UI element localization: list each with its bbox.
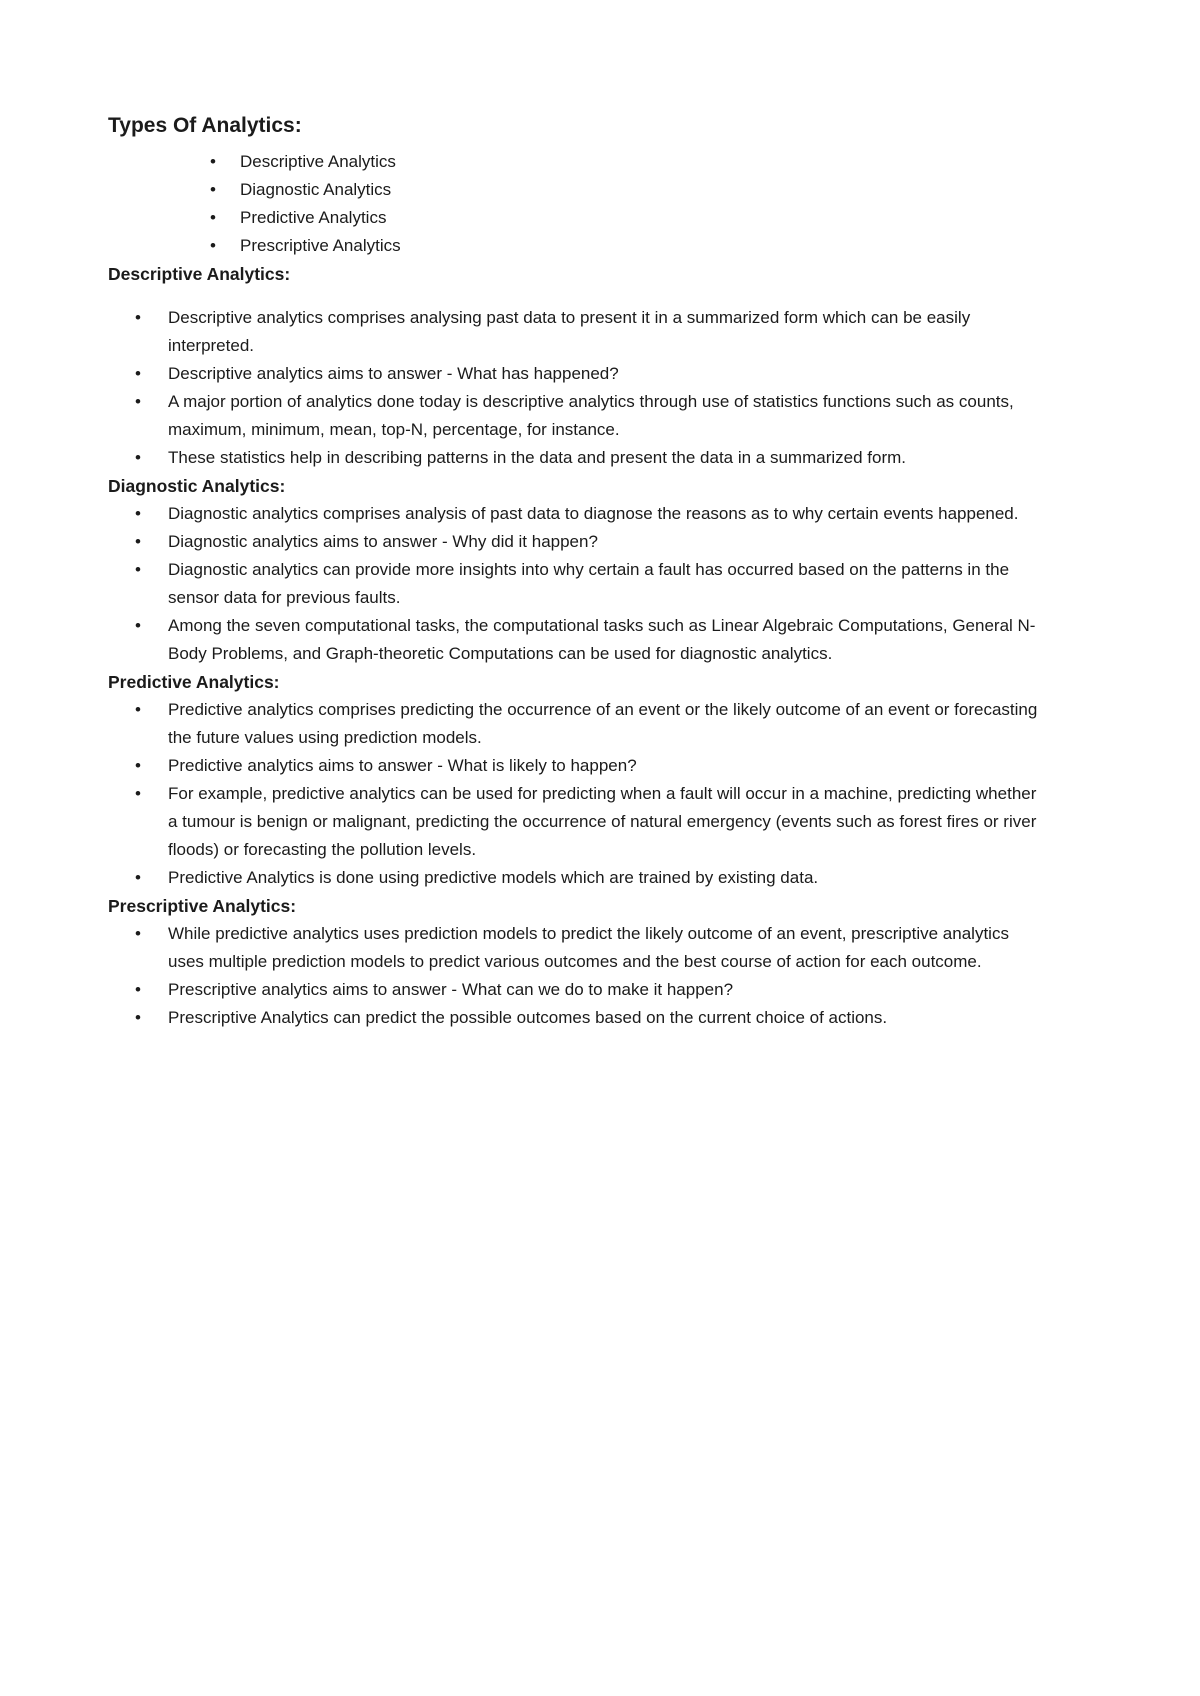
section-bullet-item: • Descriptive analytics comprises analysing past data to present it in a summarized form which can be easily interpreted. xyxy=(135,304,1043,360)
analytics-section xyxy=(108,260,1043,472)
section-heading: Prescriptive Analytics: xyxy=(108,896,297,916)
section-bullet-item: • Among the seven computational tasks, the computational tasks such as Linear Algebraic Computations, General N-Body Problems, and Graph-theoretic Computations can be used for diagnostic analytics. xyxy=(135,612,1043,668)
intro-list-item: • Diagnostic Analytics xyxy=(210,176,1043,204)
section-bullet-item: • Diagnostic analytics aims to answer - Why did it happen? xyxy=(135,528,1043,556)
analytics-section xyxy=(108,668,1043,892)
document-title: Types Of Analytics: xyxy=(108,114,302,137)
section-bullet-item: • For example, predictive analytics can be used for predicting when a fault will occur in a machine, predicting whether a tumour is benign or malignant, predicting the occurrence of natural emergency (events such as forest fires or river floods) or forecasting the pollution levels. xyxy=(135,780,1043,864)
section-bullet-list xyxy=(108,304,1043,472)
intro-list-item: • Prescriptive Analytics xyxy=(210,232,1043,260)
section-bullet-item: • A major portion of analytics done today is descriptive analytics through use of statistics functions such as counts, maximum, minimum, mean, top-N, percentage, for instance. xyxy=(135,388,1043,444)
section-bullet-list xyxy=(108,500,1043,668)
document-sections xyxy=(108,260,1043,1032)
intro-list-item: • Predictive Analytics xyxy=(210,204,1043,232)
section-bullet-item: • Prescriptive analytics aims to answer - What can we do to make it happen? xyxy=(135,976,1043,1004)
section-bullet-item: • Predictive analytics comprises predicting the occurrence of an event or the likely outcome of an event or forecasting the future values using prediction models. xyxy=(135,696,1043,752)
analytics-section xyxy=(108,472,1043,668)
intro-list xyxy=(108,148,1043,260)
section-bullet-list xyxy=(108,920,1043,1032)
section-heading: Predictive Analytics: xyxy=(108,672,280,692)
section-bullet-item: • Descriptive analytics aims to answer - What has happened? xyxy=(135,360,1043,388)
section-bullet-item: • Prescriptive Analytics can predict the possible outcomes based on the current choice of actions. xyxy=(135,1004,1043,1032)
section-heading: Descriptive Analytics: xyxy=(108,264,291,284)
section-bullet-list xyxy=(108,696,1043,892)
section-bullet-item: • Diagnostic analytics comprises analysis of past data to diagnose the reasons as to why certain events happened. xyxy=(135,500,1043,528)
intro-list-item: • Descriptive Analytics xyxy=(210,148,1043,176)
analytics-section xyxy=(108,892,1043,1032)
section-bullet-item: • Diagnostic analytics can provide more insights into why certain a fault has occurred based on the patterns in the sensor data for previous faults. xyxy=(135,556,1043,612)
section-bullet-item: • Predictive Analytics is done using predictive models which are trained by existing data. xyxy=(135,864,1043,892)
section-bullet-item: • These statistics help in describing patterns in the data and present the data in a summarized form. xyxy=(135,444,1043,472)
section-heading: Diagnostic Analytics: xyxy=(108,476,286,496)
section-bullet-item: • Predictive analytics aims to answer - What is likely to happen? xyxy=(135,752,1043,780)
section-bullet-item: • While predictive analytics uses prediction models to predict the likely outcome of an event, prescriptive analytics uses multiple prediction models to predict various outcomes and the best course of action for each outcome. xyxy=(135,920,1043,976)
